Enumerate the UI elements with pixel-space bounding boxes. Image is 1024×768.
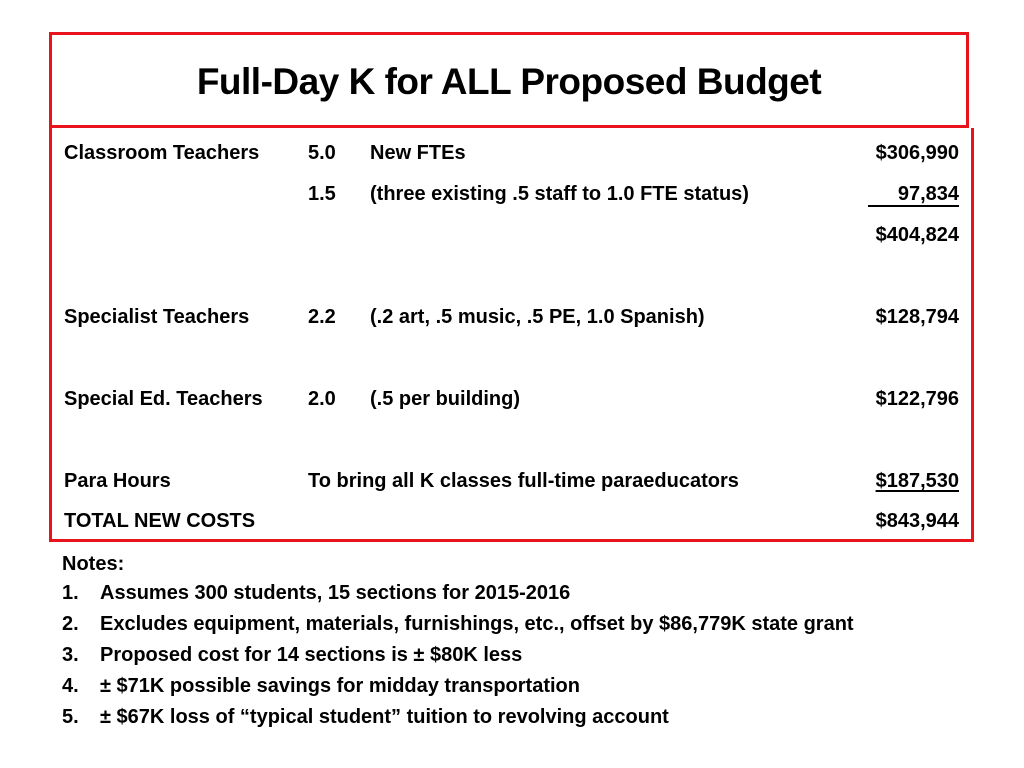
note-text: Proposed cost for 14 sections is ± $80K less: [100, 644, 523, 666]
row-description: (.2 art, .5 music, .5 PE, 1.0 Spanish): [370, 306, 705, 328]
row-fte: 5.0: [308, 142, 336, 164]
note-number: 3.: [62, 644, 79, 666]
note-number: 1.: [62, 582, 79, 604]
row-amount: $187,530: [875, 470, 959, 492]
row-category: Classroom Teachers: [64, 142, 260, 164]
row-fte: 2.0: [308, 388, 336, 410]
total-amount: $843,944: [875, 510, 959, 532]
row-description: New FTEs: [370, 142, 466, 164]
page-title: Full-Day K for ALL Proposed Budget: [196, 61, 822, 102]
row-fte: 2.2: [308, 306, 336, 328]
note-number: 5.: [62, 706, 79, 728]
row-description: To bring all K classes full-time paraeducators: [308, 470, 739, 492]
note-item: [62, 702, 854, 733]
note-item: [62, 578, 854, 609]
budget-table: [49, 128, 974, 542]
row-description: (three existing .5 staff to 1.0 FTE status): [370, 183, 749, 205]
total-label: TOTAL NEW COSTS: [64, 510, 256, 532]
note-item: [62, 640, 854, 671]
row-fte: 1.5: [308, 183, 336, 205]
note-text: Assumes 300 students, 15 sections for 2015-2016: [100, 582, 571, 604]
note-text: ± $67K loss of “typical student” tuition to revolving account: [100, 706, 669, 728]
notes-heading: Notes:: [62, 553, 125, 575]
underlined-amount: 97,834: [868, 183, 959, 207]
note-text: ± $71K possible savings for midday transportation: [100, 675, 580, 697]
row-amount: $306,990: [875, 142, 959, 164]
subtotal-amount: $404,824: [875, 224, 959, 246]
note-number: 2.: [62, 613, 79, 635]
row-amount: $122,796: [875, 388, 959, 410]
row-amount: [868, 182, 959, 207]
note-item: [62, 609, 854, 640]
notes-section: [62, 550, 854, 733]
row-category: Para Hours: [64, 470, 171, 492]
note-text: Excludes equipment, materials, furnishings, etc., offset by $86,779K state grant: [100, 613, 854, 635]
row-description: (.5 per building): [370, 388, 520, 410]
title-box: [49, 32, 969, 128]
row-category: Specialist Teachers: [64, 306, 250, 328]
note-number: 4.: [62, 675, 79, 697]
note-item: [62, 671, 854, 702]
row-amount: $128,794: [875, 306, 959, 328]
row-category: Special Ed. Teachers: [64, 388, 263, 410]
